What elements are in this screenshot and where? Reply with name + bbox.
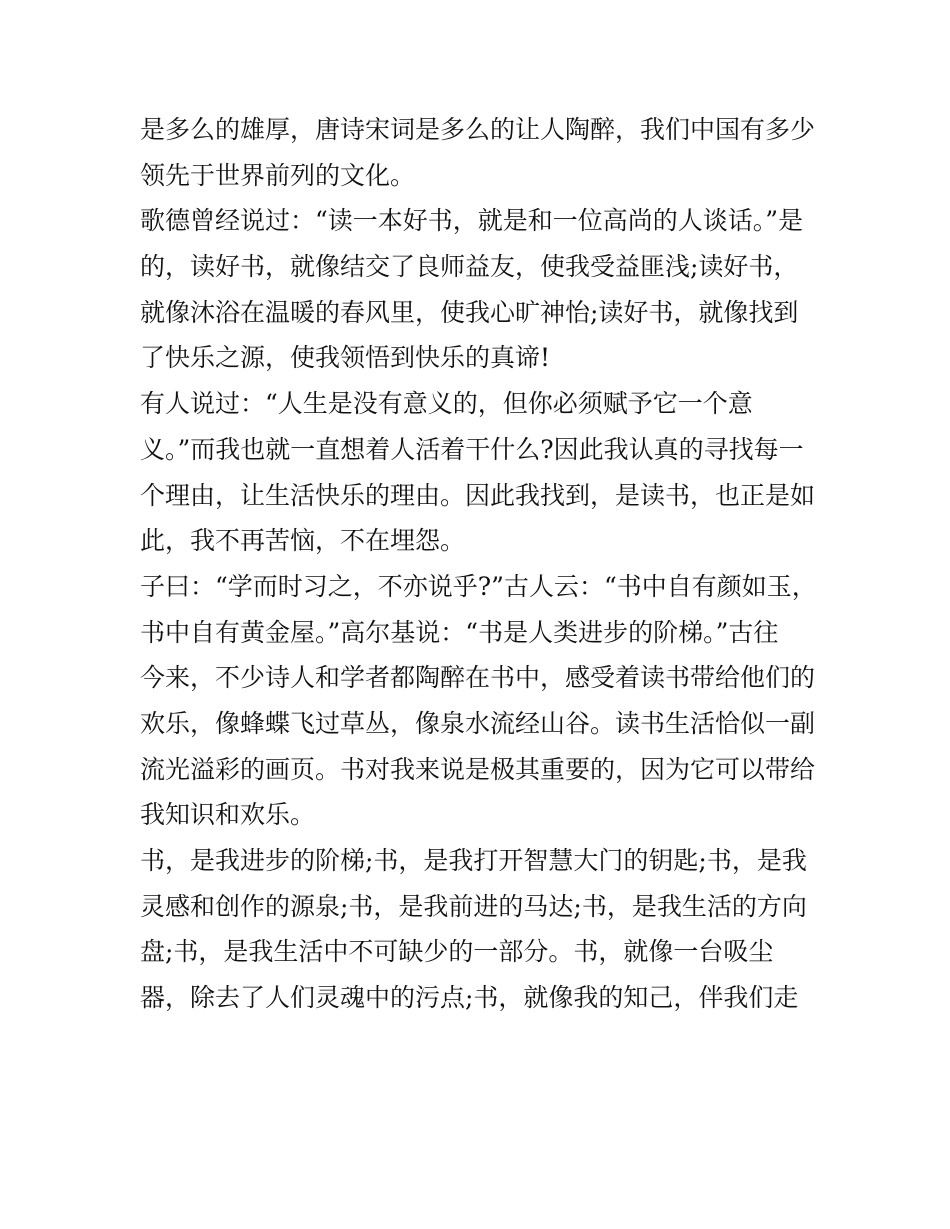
text-line: 盘;书，是我生活中不可缺少的一部分。书，就像一台吸尘 [140,937,774,967]
text-line: 是多么的雄厚，唐诗宋词是多么的让人陶醉，我们中国有多少 [140,115,816,144]
text-line: 流光溢彩的画页。书对我来说是极其重要的，因为它可以带给 [140,754,816,784]
text-line: 此，我不再苦恼，不在埋怨。 [140,526,466,556]
text-line: 个理由，让生活快乐的理由。因此我找到，是读书，也正是如 [140,480,816,510]
text-line: 就像沐浴在温暖的春风里，使我心旷神怡;读好书，就像找到 [140,297,799,327]
text-line: 我知识和欢乐。 [140,800,316,830]
text-line: 的，读好书，就像结交了良师益友，使我受益匪浅;读好书， [140,252,799,282]
text-line: 子曰：“学而时习之，不亦说乎?”古人云：“书中自有颜如玉， [140,571,817,601]
text-line: 器，除去了人们灵魂中的污点;书，就像我的知己，伴我们走 [140,983,799,1013]
text-line: 义。”而我也就一直想着人活着干什么?因此我认真的寻找每一 [140,434,804,464]
document-body [140,107,820,1021]
text-line: 书，是我进步的阶梯;书，是我打开智慧大门的钥匙;书，是我 [140,846,807,875]
text-line: 歌德曾经说过：“读一本好书，就是和一位高尚的人谈话。”是 [140,206,804,236]
text-line: 欢乐，像蜂蝶飞过草丛，像泉水流经山谷。读书生活恰似一副 [140,708,816,738]
text-line: 领先于世界前列的文化。 [140,160,416,190]
text-line: 今来，不少诗人和学者都陶醉在书中，感受着读书带给他们的 [140,663,816,693]
text-line: 灵感和创作的源泉;书，是我前进的马达;书，是我生活的方向 [140,891,807,921]
text-line: 有人说过：“人生是没有意义的，但你必须赋予它一个意 [140,389,753,419]
text-line: 书中自有黄金屋。”高尔基说：“书是人类进步的阶梯。”古往 [140,617,779,647]
text-line: 了快乐之源，使我领悟到快乐的真谛! [140,343,551,373]
